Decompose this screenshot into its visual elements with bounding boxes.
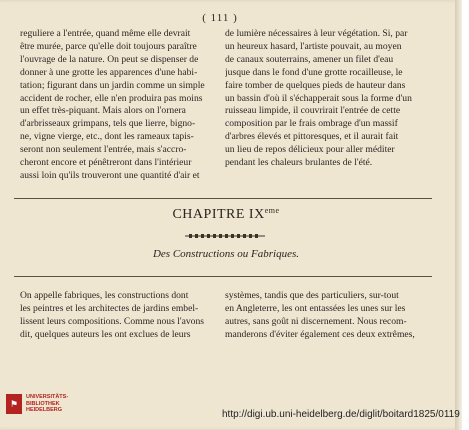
top-left-text-line: reguliere a l'entrée, quand même elle devrait	[20, 28, 191, 39]
top-right-column	[225, 28, 429, 170]
top-left-text-line: cheront encore et pénêtreront dans l'intérieur	[20, 157, 192, 169]
bottom-right-text-line: en Angleterre, les ont entassées les unes sur les	[225, 302, 406, 314]
source-url[interactable]: http://digi.ub.uni-heidelberg.de/diglit/boitard1825/0119	[222, 409, 460, 420]
top-right-text-line: un lieu de repos délicieux pour aller méditer	[225, 144, 395, 156]
bottom-left-text-line: On appelle fabriques, les constructions dont	[20, 290, 189, 301]
top-right-text-line: un bassin d'où il s'échapperait sous la forme d'un	[225, 92, 412, 104]
top-left-text-line: être murée, parce qu'elle doit toujours paraître	[20, 40, 197, 52]
top-left-text-line: l'ouvrage de la nature. On peut se dispenser de	[20, 53, 199, 65]
library-logo	[6, 392, 76, 420]
bottom-right-column	[225, 290, 429, 342]
top-right-text-line: jusque dans le fond d'une grotte rocailleuse, le	[225, 66, 403, 78]
top-right-text-line: de lumière nécessaires à leur végétation. Si, par	[225, 28, 408, 39]
bottom-right-text-line: manderons d'éviter également ces deux extrêmes,	[225, 328, 415, 340]
bottom-right-text-line: autres, sans goût ni discernement. Nous recom-	[225, 315, 407, 327]
bottom-left-text-line: lissent leurs compositions. Comme nous l'avons	[20, 315, 205, 327]
top-right-text-line: faire tomber de quelques pieds de hauteur dans	[225, 79, 406, 91]
bottom-left-text-line: les peintres et les architectes de jardins embel-	[20, 302, 199, 314]
chapter-title: CHAPITRE IX	[172, 207, 265, 222]
bottom-left-text-line: dit, quelques auteurs les ont exclues de leurs	[20, 328, 191, 340]
library-name: UNIVERSITÄTS- BIBLIOTHEK HEIDELBERG	[26, 394, 69, 413]
top-left-text-line: tation; figurant dans un jardin comme un simple	[20, 79, 205, 91]
top-right-text-line: ruisseau limpide, il couvrirait l'entrée de cette	[225, 105, 401, 117]
top-left-text-line: d'arbrisseaux grimpans, tels que lierre, bigno-	[20, 118, 196, 130]
top-right-text-line: composition par le frais ombrage d'un massif	[225, 118, 398, 130]
page-number: ( 111 )	[202, 12, 238, 24]
bottom-left-column	[20, 290, 224, 342]
chapter-ordinal-suffix: eme	[264, 206, 280, 215]
page-edge	[455, 0, 462, 430]
top-left-column	[20, 28, 224, 183]
top-left-text-line: aussi loin qu'ils trouveront une quantité d'air et	[20, 169, 200, 181]
top-divider	[14, 198, 432, 199]
top-left-text-line: donner à une grotte les apparences d'une habi-	[20, 66, 198, 78]
top-right-text-line: un heureux hasard, l'artiste pouvait, au moyen	[225, 40, 402, 52]
top-right-text-line: pendant les chaleurs brulantes de l'été.	[225, 157, 373, 169]
chapter-subtitle: Des Constructions ou Fabriques.	[152, 248, 300, 260]
top-left-text-line: accident de rocher, elle n'en produira pas moins	[20, 92, 203, 104]
chapter-heading	[0, 206, 452, 223]
ornament-divider	[185, 232, 265, 240]
library-seal-icon: ⚑	[6, 394, 22, 414]
top-right-text-line: de canaux souterrains, amener un filet d'eau	[225, 53, 394, 65]
top-left-text-line: ne, vigne vierge, etc., dont les rameaux tapis-	[20, 131, 194, 143]
top-left-text-line: un effet très-piquant. Mais alors on l'ornera	[20, 105, 186, 117]
top-right-text-line: d'arbres élevés et pittoresques, et il aurait fait	[225, 131, 399, 143]
top-left-text-line: seront non seulement l'entrée, mais s'accro-	[20, 144, 187, 156]
bottom-divider	[14, 276, 432, 277]
bottom-right-text-line: systèmes, tandis que des particuliers, sur-tout	[225, 290, 399, 301]
